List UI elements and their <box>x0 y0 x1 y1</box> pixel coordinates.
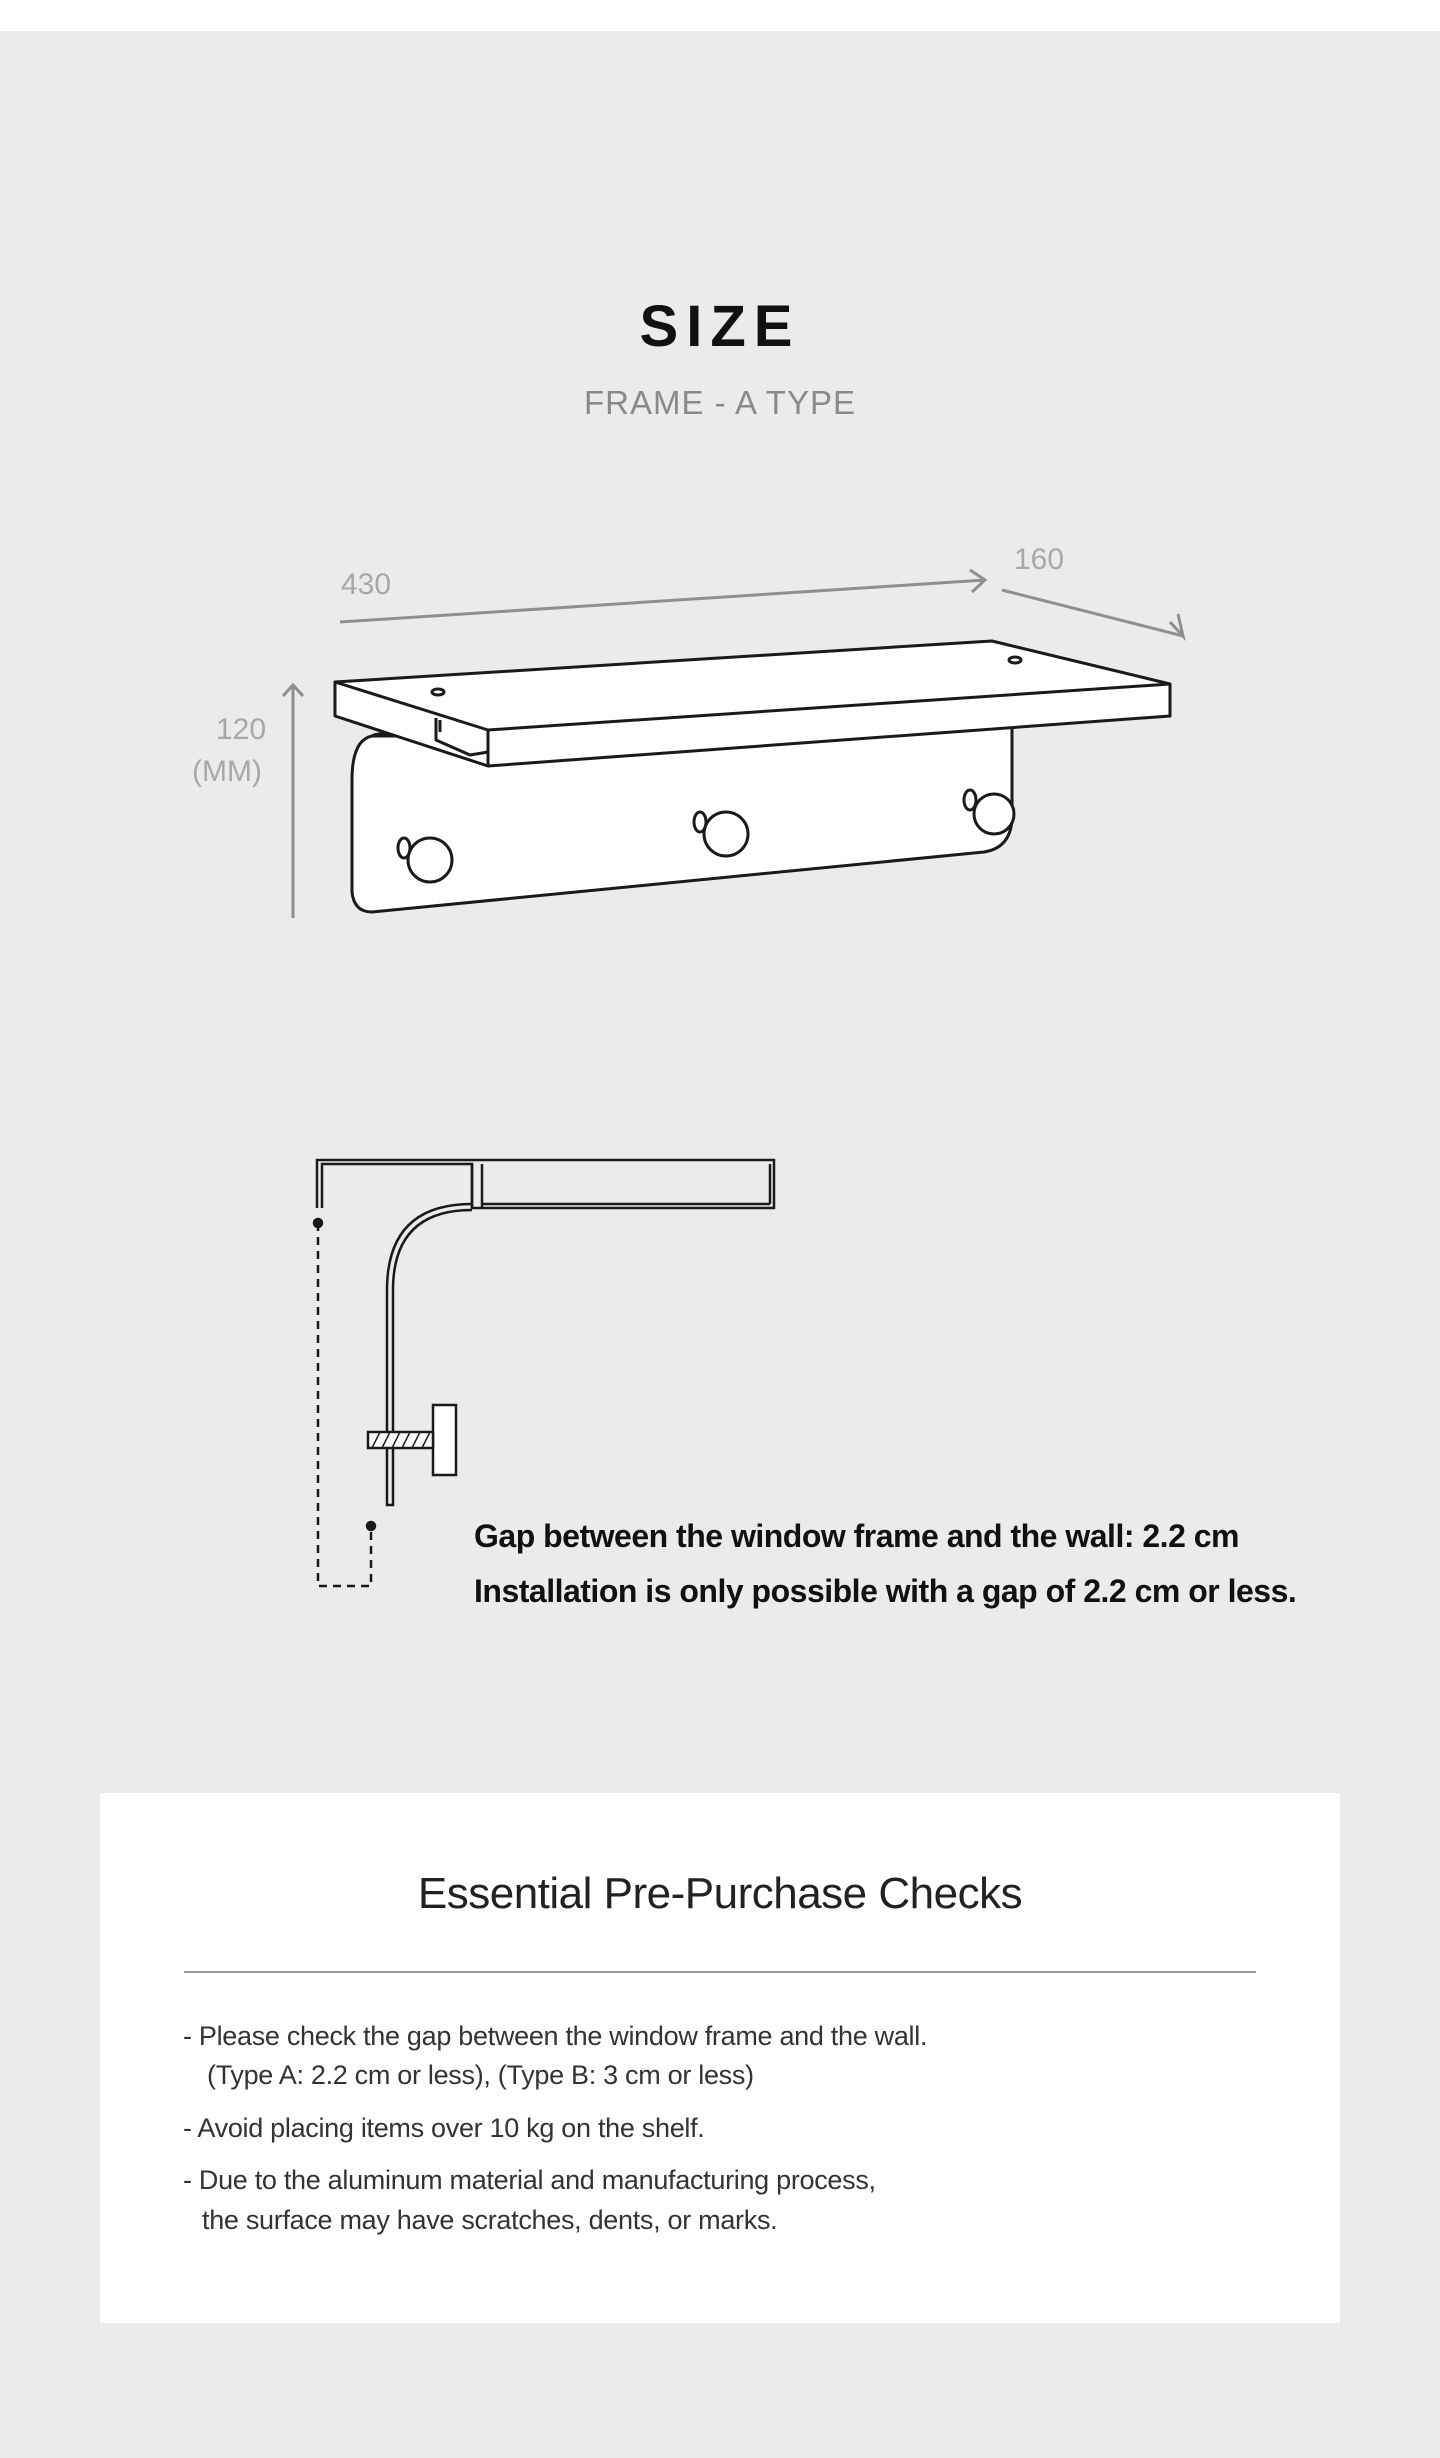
check-item-material-cont: the surface may have scratches, dents, or marks. <box>202 2205 778 2235</box>
shelf-isometric-drawing <box>335 641 1170 912</box>
width-dimension-line <box>340 580 985 622</box>
profile-knob-icon <box>433 1405 456 1475</box>
profile-bracket <box>387 1204 472 1505</box>
screw-hole-icon <box>432 689 444 695</box>
check-item-gap-types: (Type A: 2.2 cm or less), (Type B: 3 cm or less) <box>207 2060 754 2090</box>
depth-dimension-label: 160 <box>1014 543 1065 576</box>
section-subtitle: FRAME - A TYPE <box>584 384 856 421</box>
checks-title: Essential Pre-Purchase Checks <box>417 1869 1023 1918</box>
gap-indicator <box>318 1223 371 1586</box>
check-item-gap: - Please check the gap between the window frame and the wall. <box>183 2021 928 2051</box>
check-item-material: - Due to the aluminum material and manufacturing process, <box>183 2165 876 2195</box>
width-dimension-label: 430 <box>341 568 392 601</box>
height-dimension-label: 120 <box>216 713 267 746</box>
checks-divider <box>184 1971 1256 1973</box>
section-title: SIZE <box>639 294 801 359</box>
screw-hole-icon <box>1009 657 1021 663</box>
top-plate <box>335 641 1170 766</box>
gap-note-line-1: Gap between the window frame and the wall: 2.2 cm <box>474 1518 1239 1554</box>
profile-shelf <box>317 1160 774 1208</box>
check-item-weight: - Avoid placing items over 10 kg on the shelf. <box>183 2113 705 2143</box>
unit-label: (MM) <box>192 755 262 788</box>
pre-purchase-checks-card <box>100 1793 1340 2323</box>
gap-note-line-2: Installation is only possible with a gap of 2.2 cm or less. <box>474 1573 1297 1609</box>
depth-dimension-line <box>1002 590 1183 636</box>
